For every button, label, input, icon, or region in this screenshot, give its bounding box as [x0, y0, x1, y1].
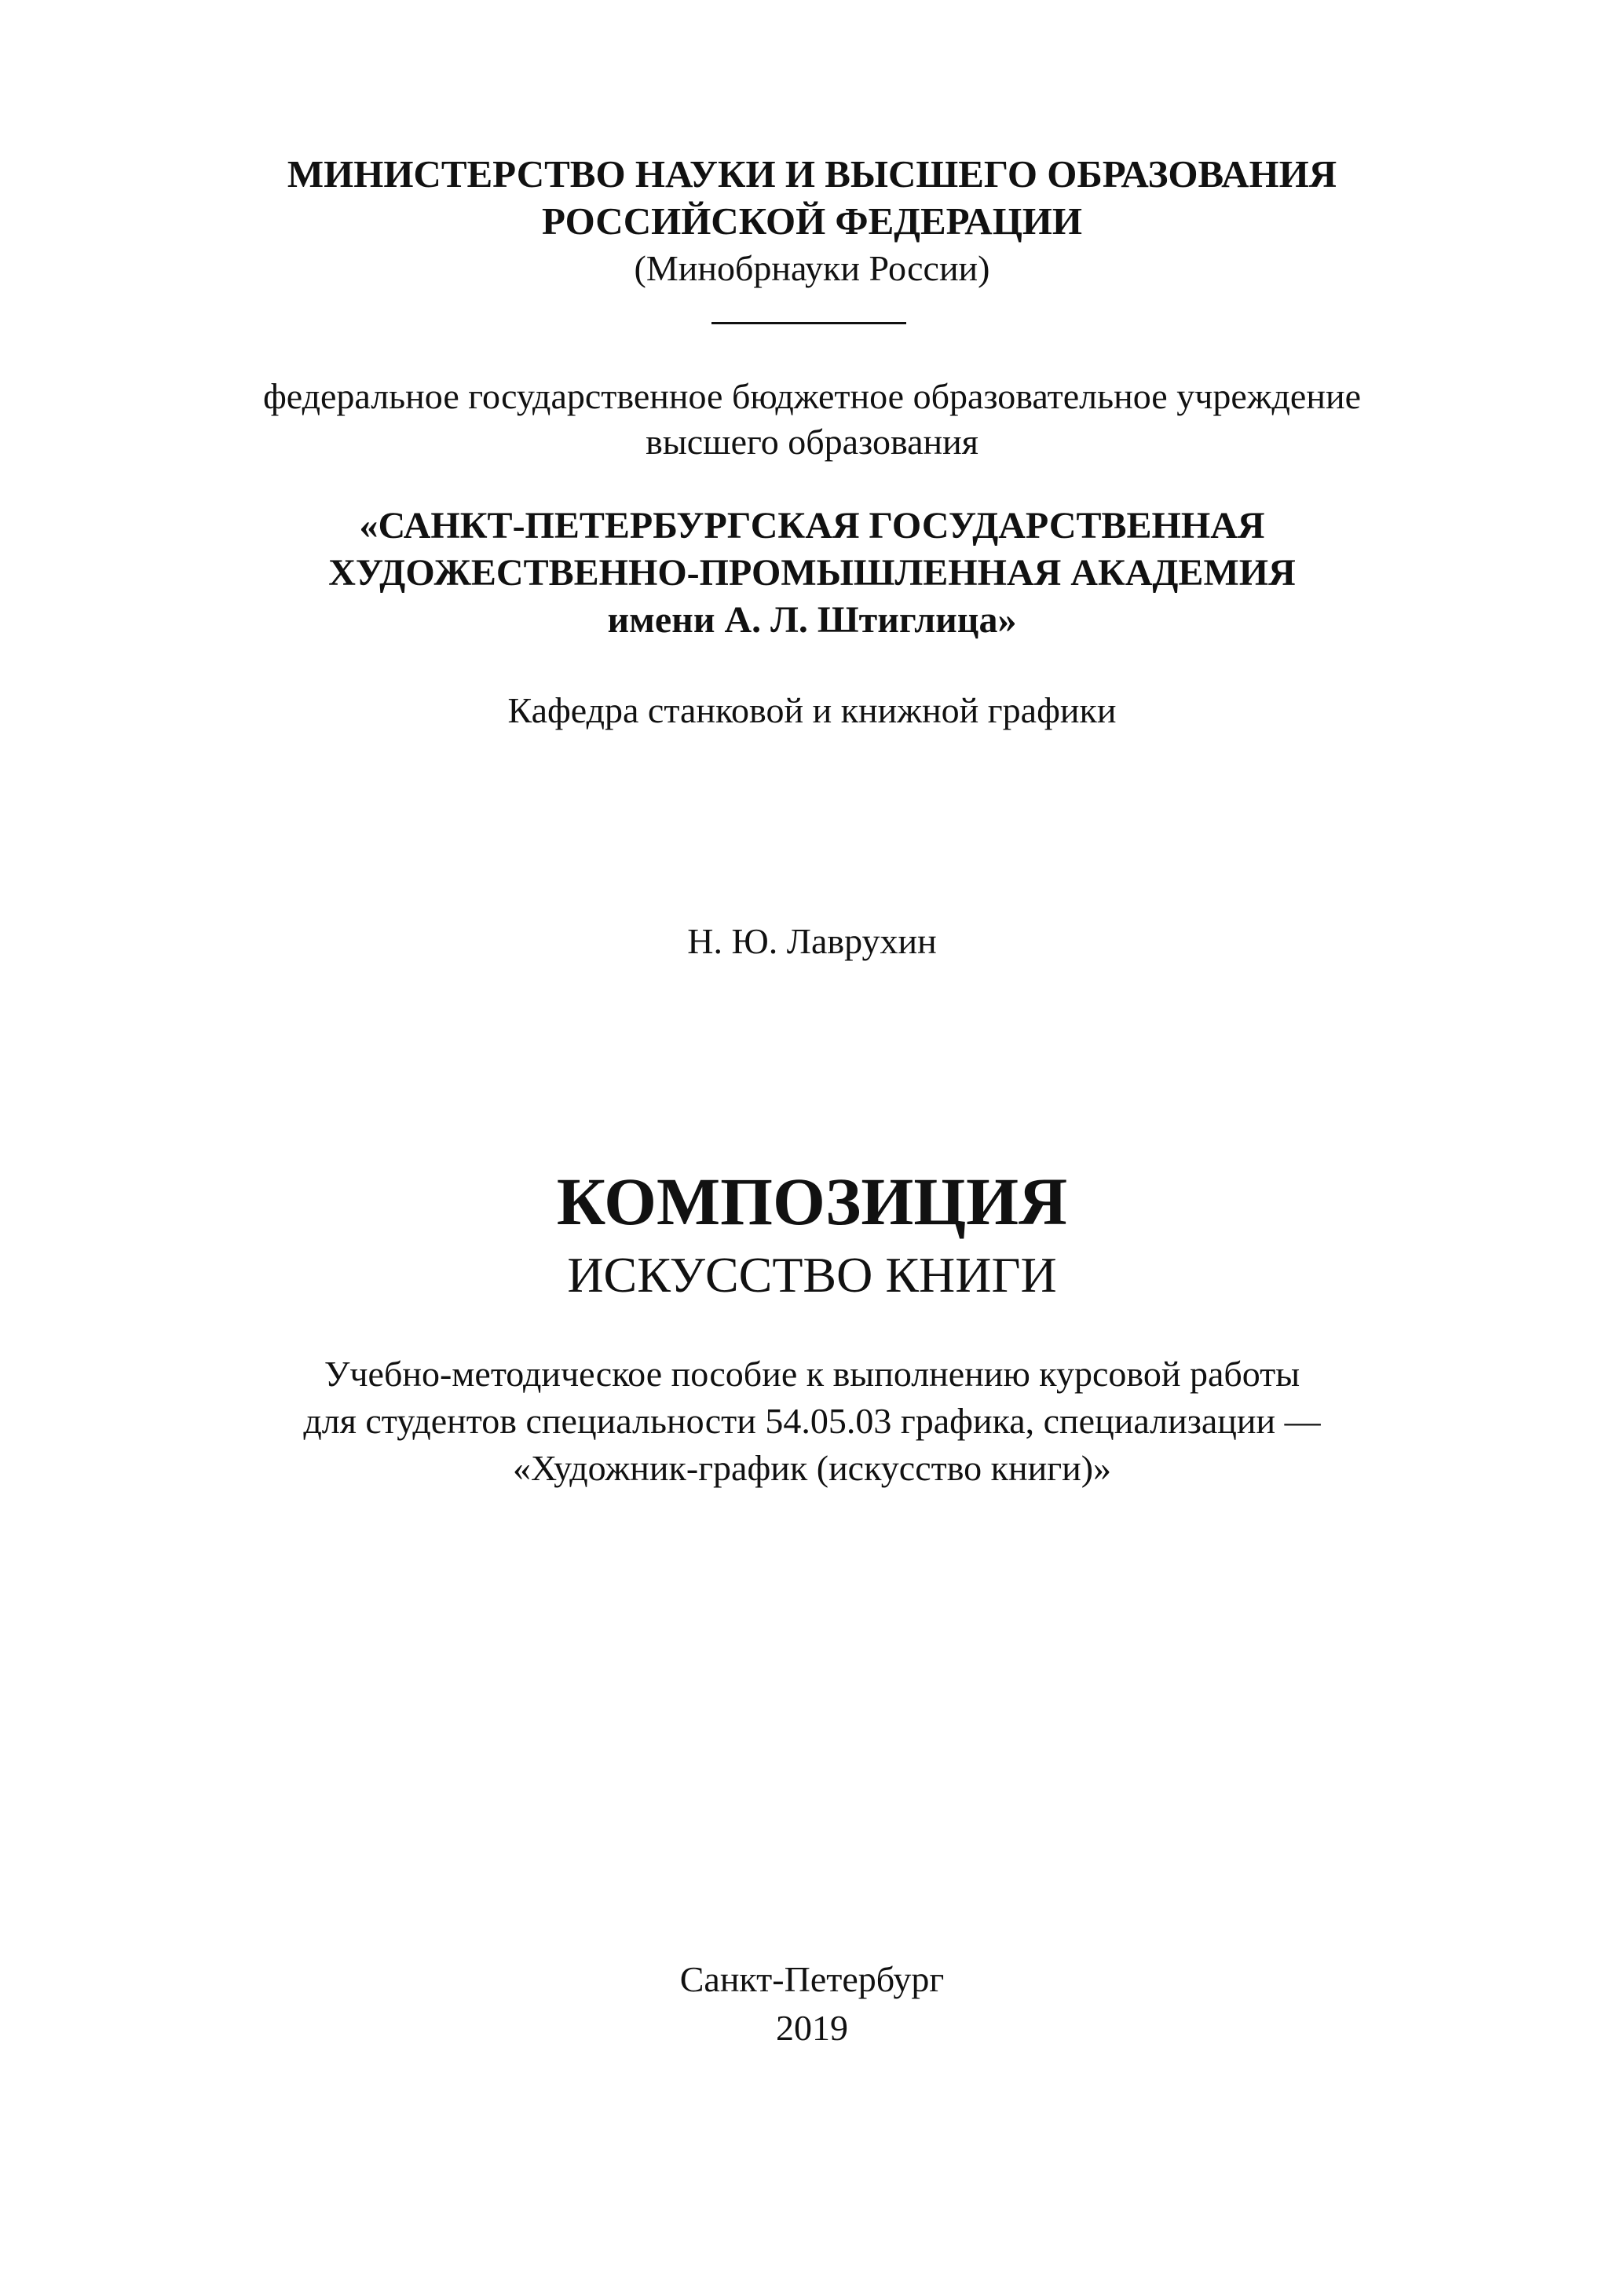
book-subtitle: ИСКУССТВО КНИГИ: [567, 1247, 1057, 1303]
description-line1: Учебно-методическое пособие к выполнению курсовой работы: [324, 1354, 1300, 1394]
description-line3: «Художник-график (искусство книги)»: [512, 1448, 1112, 1488]
ministry-name-line2: РОССИЙСКОЙ ФЕДЕРАЦИИ: [541, 199, 1083, 243]
book-description: [0, 1351, 1624, 1492]
institution-type-line2: высшего образования: [646, 422, 978, 462]
publication-city: Санкт-Петербург: [679, 1959, 945, 1999]
academy-name-line3: имени А. Л. Штиглица»: [607, 599, 1017, 641]
header-separator-line: [711, 322, 906, 324]
institution-type-line1: федеральное государственное бюджетное образовательное учреждение: [262, 376, 1362, 416]
institution-type: [0, 374, 1624, 465]
ministry-header: [0, 151, 1624, 292]
department: [0, 688, 1624, 733]
academy-name-line2: ХУДОЖЕСТВЕННО-ПРОМЫШЛЕННАЯ АКАДЕМИЯ: [328, 552, 1296, 594]
author: [0, 919, 1624, 964]
publication-info: [0, 1955, 1624, 2053]
ministry-short-name: (Минобрнауки России): [634, 248, 990, 288]
book-title-main: КОМПОЗИЦИЯ: [556, 1164, 1068, 1239]
department-name: Кафедра станковой и книжной графики: [507, 690, 1117, 730]
author-name: Н. Ю. Лаврухин: [687, 921, 937, 961]
description-line2: для студентов специальности 54.05.03 графика, специализации —: [303, 1401, 1321, 1441]
academy-name: [0, 503, 1624, 644]
academy-name-line1: «САНКТ-ПЕТЕРБУРГСКАЯ ГОСУДАРСТВЕННАЯ: [359, 505, 1265, 547]
publication-year: 2019: [776, 2008, 848, 2048]
book-title: [0, 1161, 1624, 1308]
ministry-name-line1: МИНИСТЕРСТВО НАУКИ И ВЫСШЕГО ОБРАЗОВАНИЯ: [287, 152, 1337, 196]
